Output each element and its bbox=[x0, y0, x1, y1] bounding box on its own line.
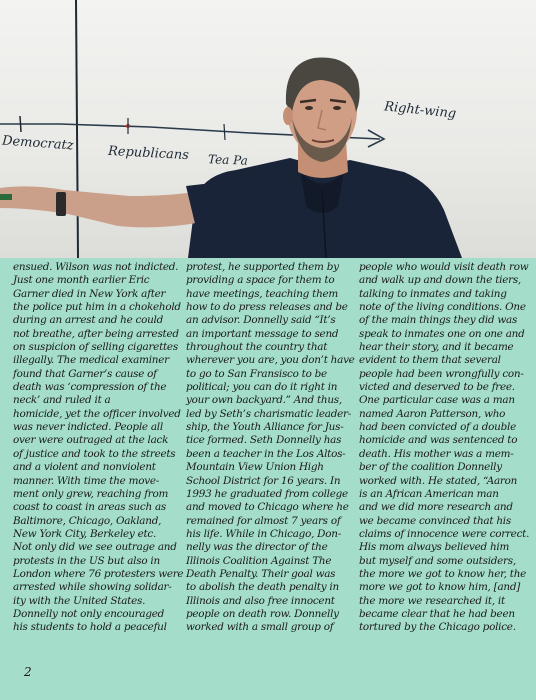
text-line: neck’ and ruled it a bbox=[13, 394, 111, 407]
text-line: death. His mother was a mem- bbox=[359, 447, 514, 460]
text-line: the more we got to know her, the bbox=[359, 567, 527, 580]
text-line: we became convinced that his bbox=[359, 514, 511, 527]
text-line: manner. With time the move- bbox=[13, 474, 160, 487]
text-line: the police put him in a chokehold bbox=[13, 301, 181, 314]
text-line: an advisor. Donnelly said “It’s bbox=[186, 314, 336, 327]
text-line: his life. While in Chicago, Don- bbox=[186, 527, 341, 540]
text-column-2 bbox=[186, 261, 354, 635]
text-line: School District for 16 years. In bbox=[186, 474, 341, 487]
text-column-1 bbox=[13, 261, 184, 635]
text-line: more we got to know him, [and] bbox=[359, 581, 521, 594]
text-line: had been convicted of a double bbox=[359, 421, 516, 434]
text-line: 1993 he graduated from college bbox=[186, 487, 348, 500]
text-line: wherever you are, you don’t have bbox=[186, 354, 355, 367]
text-line: been a teacher in the Los Altos- bbox=[186, 447, 346, 460]
text-line: is an African American man bbox=[359, 487, 499, 500]
text-line: protest, he supported them by bbox=[186, 261, 339, 273]
text-line: providing a space for them to bbox=[186, 274, 335, 287]
text-line: and moved to Chicago where he bbox=[186, 501, 349, 514]
text-line: nelly was the director of the bbox=[186, 541, 328, 554]
text-line: death was ‘compression of the bbox=[13, 381, 167, 394]
text-line: was never indicted. People all bbox=[13, 421, 163, 434]
article-photo bbox=[0, 0, 536, 258]
text-line: New York City, Berkeley etc. bbox=[13, 527, 157, 540]
text-line: on suspicion of selling cigarettes bbox=[13, 341, 178, 354]
text-line: worked with. He stated, “Aaron bbox=[359, 474, 518, 487]
whiteboard-label-tea-party: Tea Pa bbox=[207, 152, 249, 168]
text-line: people had been wrongfully con- bbox=[359, 367, 524, 380]
text-line: to go to San Fransisco to be bbox=[186, 367, 327, 380]
text-line: ment only grew, reaching from bbox=[13, 487, 169, 500]
text-line: arrested while showing solidar- bbox=[13, 581, 172, 594]
text-line: ensued. Wilson was not indicted. bbox=[13, 261, 179, 273]
article-body bbox=[0, 258, 536, 700]
whiteboard-label-right-wing: Right-wing bbox=[383, 99, 457, 122]
text-line: political; you can do it right in bbox=[186, 381, 338, 394]
text-line: protests in the US but also in bbox=[13, 554, 160, 567]
text-line: His mom always believed him bbox=[359, 541, 510, 554]
text-line: tortured by the Chicago police. bbox=[359, 621, 516, 634]
text-line: worked with a small group of bbox=[186, 621, 334, 634]
text-line: speak to inmates one on one and bbox=[359, 327, 525, 340]
text-line: became clear that he had been bbox=[359, 607, 515, 620]
text-line: tice formed. Seth Donnelly has bbox=[186, 434, 342, 447]
text-line: of justice and took to the streets bbox=[13, 447, 176, 460]
text-line: and we did more research and bbox=[359, 501, 513, 514]
text-line: coast to coast in areas such as bbox=[13, 501, 166, 514]
text-line: One particular case was a man bbox=[359, 394, 515, 407]
text-line: his students to hold a peaceful bbox=[13, 621, 167, 634]
text-line: throughout the country that bbox=[186, 341, 328, 354]
text-line: hear their story, and it became bbox=[359, 341, 514, 354]
text-line: Illinois and also free innocent bbox=[186, 594, 335, 607]
text-line: victed and deserved to be free. bbox=[359, 381, 515, 394]
text-line: how to do press releases and be bbox=[186, 301, 348, 314]
text-line: led by Seth’s charismatic leader- bbox=[186, 407, 352, 420]
text-column-3 bbox=[359, 261, 530, 635]
text-line: ity with the United States. bbox=[13, 594, 146, 607]
text-line: homicide and was sentenced to bbox=[359, 434, 518, 447]
text-line: Mountain View Union High bbox=[186, 461, 324, 474]
text-line: Death Penalty. Their goal was bbox=[186, 567, 336, 580]
text-line: ber of the coalition Donnelly bbox=[359, 461, 502, 474]
text-line: Baltimore, Chicago, Oakland, bbox=[13, 514, 162, 527]
text-line: and a violent and nonviolent bbox=[13, 461, 156, 474]
text-line: over were outraged at the lack bbox=[13, 434, 169, 447]
text-line: London where 76 protesters were bbox=[13, 567, 184, 580]
text-line: not breathe, after being arrested bbox=[13, 327, 179, 340]
text-line: Just one month earlier Eric bbox=[13, 274, 150, 287]
text-line: evident to them that several bbox=[359, 354, 501, 367]
text-line: Not only did we see outrage and bbox=[13, 541, 177, 554]
text-line: Donnelly not only encouraged bbox=[13, 607, 165, 620]
text-line: homicide, yet the officer involved bbox=[13, 407, 181, 420]
text-line: of the main things they did was bbox=[359, 314, 518, 327]
text-line: people who would visit death row bbox=[359, 261, 529, 273]
text-line: people on death row. Donnelly bbox=[186, 607, 339, 620]
text-line: during an arrest and he could bbox=[13, 314, 164, 327]
text-line: your own backyard.” And thus, bbox=[186, 394, 342, 407]
text-line: Garner died in New York after bbox=[13, 287, 166, 300]
page-number: 2 bbox=[24, 665, 32, 679]
text-line: ship, the Youth Alliance for Jus- bbox=[186, 421, 344, 434]
text-line: illegally. The medical examiner bbox=[13, 354, 169, 367]
text-line: named Aaron Patterson, who bbox=[359, 407, 506, 420]
text-line: an important message to send bbox=[186, 327, 339, 340]
text-line: talking to inmates and taking bbox=[359, 287, 507, 300]
text-line: remained for almost 7 years of bbox=[186, 514, 341, 527]
text-line: the more we researched it, it bbox=[359, 594, 505, 607]
whiteboard-label-republicans: Republicans bbox=[107, 143, 190, 164]
photo-illustration bbox=[0, 0, 536, 258]
text-line: and walk up and down the tiers, bbox=[359, 274, 521, 287]
text-line: claims of innocence were correct. bbox=[359, 527, 530, 540]
text-line: Illinois Coalition Against The bbox=[186, 554, 332, 567]
text-line: to abolish the death penalty in bbox=[186, 581, 339, 594]
text-line: found that Garner’s cause of bbox=[13, 367, 157, 380]
whiteboard-label-democrats: Democratz bbox=[1, 133, 75, 154]
text-line: but myself and some outsiders, bbox=[359, 554, 516, 567]
text-line: have meetings, teaching them bbox=[186, 287, 339, 300]
text-line: note of the living conditions. One bbox=[359, 301, 526, 314]
